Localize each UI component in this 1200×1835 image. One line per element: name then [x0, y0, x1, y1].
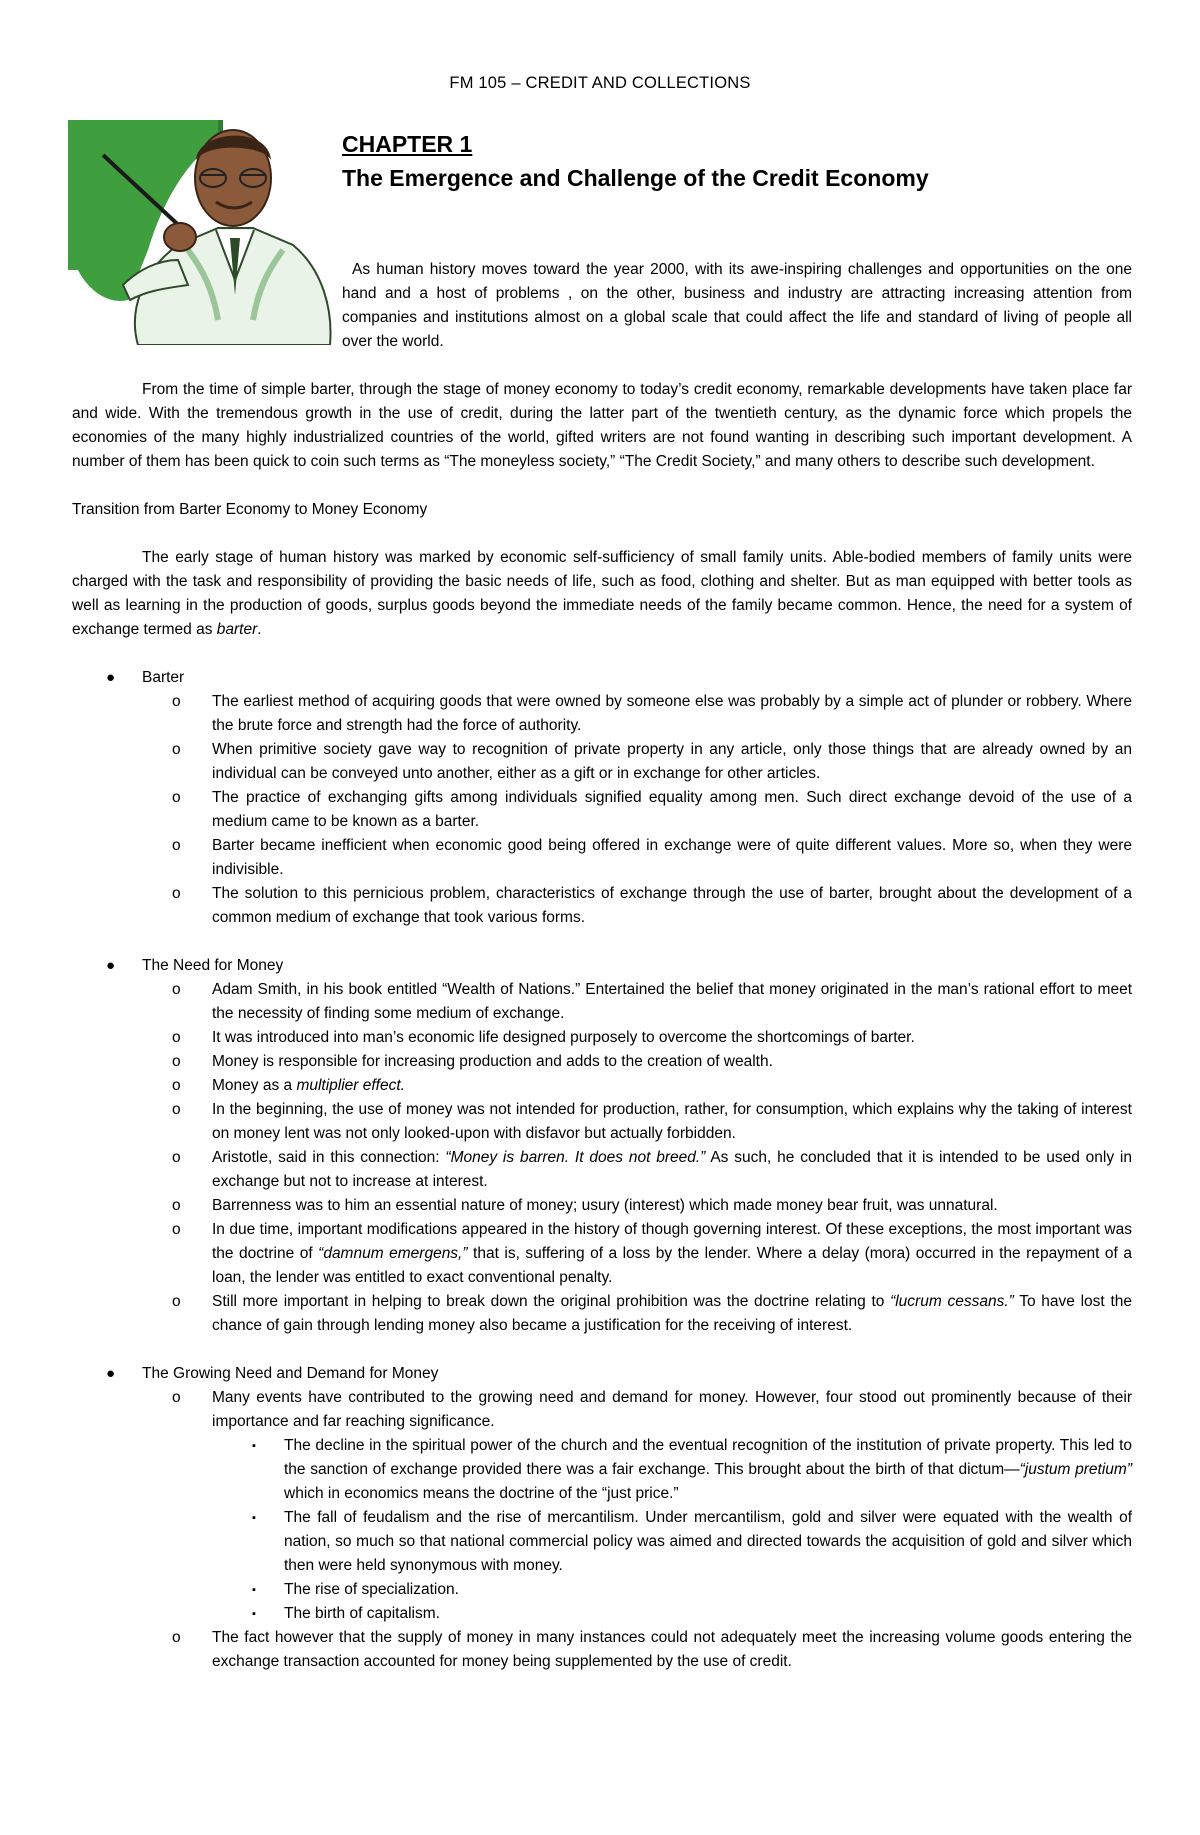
topic-barter	[72, 666, 1132, 930]
list-item: ▪ The rise of specialization.	[252, 1581, 459, 1598]
term-barter: barter	[216, 621, 258, 638]
topic-heading: The Growing Need and Demand for Money	[142, 1365, 439, 1382]
list-item: o The solution to this pernicious problem, characteristics of exchange through the use of barter, brought about the development of a common medium of exchange that took various forms.	[172, 885, 1132, 926]
list-item: o It was introduced into man’s economic life designed purposely to overcome the shortcomings of barter.	[172, 1029, 915, 1046]
list-item: o Barrenness was to him an essential nature of money; usury (interest) which made money bear fruit, was unnatural.	[172, 1197, 998, 1214]
list-item: o When primitive society gave way to recognition of private property in any article, only those things that are already owned by an individual can be conveyed unto another, either as a gift or in exchange for other articles.	[172, 741, 1132, 782]
list-item: o The fact however that the supply of money in many instances could not adequately meet the increasing volume goods entering the exchange transaction accounted for money being supplemented by the use of credit.	[172, 1629, 1132, 1670]
chapter-heading	[342, 128, 1142, 194]
list-item: o In the beginning, the use of money was not intended for production, rather, for consumption, which explains why the taking of interest on money lent was not only looked-upon with disfavor but actually forbidden.	[172, 1101, 1132, 1142]
list-item: o The practice of exchanging gifts among individuals signified equality among men. Such direct exchange devoid of the use of a medium came to be known as a barter.	[172, 789, 1132, 830]
topic-list	[72, 666, 1132, 1674]
document-body	[72, 378, 1132, 1674]
paragraph-credit-economy: From the time of simple barter, through the stage of money economy to today’s credit economy, remarkable developments have taken place far and wide. With the tremendous growth in the use of credit, during the latter part of the twentieth century, as the dynamic force which propels the economies of the many highly industrialized countries of the world, gifted writers are not found wanting in describing such important development. A number of them has been quick to coin such terms as “The moneyless society,” “The Credit Society,” and many others to describe such development.	[72, 381, 1132, 470]
list-item: o Money is responsible for increasing production and adds to the creation of wealth.	[172, 1053, 773, 1070]
chapter-number: CHAPTER 1	[342, 131, 473, 157]
list-item: ▪ The birth of capitalism.	[252, 1605, 440, 1622]
barter-points	[142, 690, 1132, 930]
paragraph-early-stage: The early stage of human history was marked by economic self-sufficiency of small family units. Able-bodied members of family units were charged with the task and responsibility of providing the basic needs of life, such as food, clothing and shelter. But as man equipped with better tools as well as learning in the production of goods, surplus goods beyond the immediate needs of the family became common. Hence, the need for a system of exchange termed as barter.	[72, 549, 1132, 638]
list-item: o Adam Smith, in his book entitled “Wealth of Nations.” Entertained the belief that money originated in the man’s rational effort to meet the necessity of finding some medium of exchange.	[172, 981, 1132, 1022]
list-item: ▪ The fall of feudalism and the rise of mercantilism. Under mercantilism, gold and silver were equated with the wealth of nation, so much so that national commercial policy was aimed and directed towards the acquisition of gold and silver which then were held synonymous with money.	[252, 1509, 1132, 1574]
list-item: o Aristotle, said in this connection: “Money is barren. It does not breed.” As such, he concluded that it is intended to be used only in exchange but not to increase at interest.	[172, 1149, 1132, 1190]
topic-growing-need	[72, 1362, 1132, 1674]
topic-need-for-money	[72, 954, 1132, 1338]
bullet-marker: ●	[106, 1365, 116, 1382]
list-item: o Barter became inefficient when economic good being offered in exchange were of quite different values. More so, when they were indivisible.	[172, 837, 1132, 878]
list-item: o Money as a multiplier effect.	[172, 1077, 405, 1094]
list-item: ▪ The decline in the spiritual power of the church and the eventual recognition of the institution of private property. This led to the sanction of exchange provided there was a fair exchange. This brought about the birth of that dictum—“justum pretium” which in economics means the doctrine of the “just price.”	[252, 1437, 1132, 1502]
chapter-title: The Emergence and Challenge of the Credit Economy	[342, 165, 929, 191]
four-events-list	[212, 1434, 1132, 1626]
topic-heading: The Need for Money	[142, 957, 284, 974]
bullet-marker: ●	[106, 669, 116, 686]
growing-need-points	[142, 1386, 1132, 1674]
list-item: o Many events have contributed to the growing need and demand for money. However, four stood out prominently because of their importance and far reaching significance. ▪ The decline in the spiritual power of the church and the eventual recognition of the institution of private property. This led to the sanction of exchange provided there was a fair exchange. This brought about the birth of that dictum—“justum pretium” which in economics means the doctrine of the “just price.” ▪ The fall of feudalism and the rise of mercantilism. Under mercantilism, gold and silver were equated with the wealth of nation, so much so that national commercial policy was aimed and directed towards the acquisition of gold and silver which then were held synonymous with money. ▪ The rise of specialization. ▪ The birth of capitalism.	[142, 1386, 1132, 1626]
topic-heading: Barter	[142, 669, 185, 686]
bullet-marker: ●	[106, 957, 116, 974]
intro-paragraph: As human history moves toward the year 2000, with its awe-inspiring challenges and opportunities on the one hand and a host of problems , on the other, business and industry are attracting increasing attention from companies and institutions almost on a global scale that could affect the life and standard of living of people all over the world.	[342, 261, 1132, 350]
page-header: FM 105 – CREDIT AND COLLECTIONS	[449, 74, 751, 92]
list-item: o In due time, important modifications appeared in the history of though governing interest. Of these exceptions, the most important was the doctrine of “damnum emergens,” that is, suffering of a loss by the lender. Where a delay (mora) occurred in the repayment of a loan, the lender was entitled to exact conventional penalty.	[172, 1221, 1132, 1286]
need-for-money-points	[142, 978, 1132, 1338]
teacher-clipart-illustration	[68, 120, 333, 345]
list-item: o Still more important in helping to break down the original prohibition was the doctrine relating to “lucrum cessans.” To have lost the chance of gain through lending money also became a justification for the receiving of interest.	[172, 1293, 1132, 1334]
section-heading: Transition from Barter Economy to Money Economy	[72, 501, 428, 518]
list-item: o The earliest method of acquiring goods that were owned by someone else was probably by a simple act of plunder or robbery. Where the brute force and strength had the force of authority.	[172, 693, 1132, 734]
